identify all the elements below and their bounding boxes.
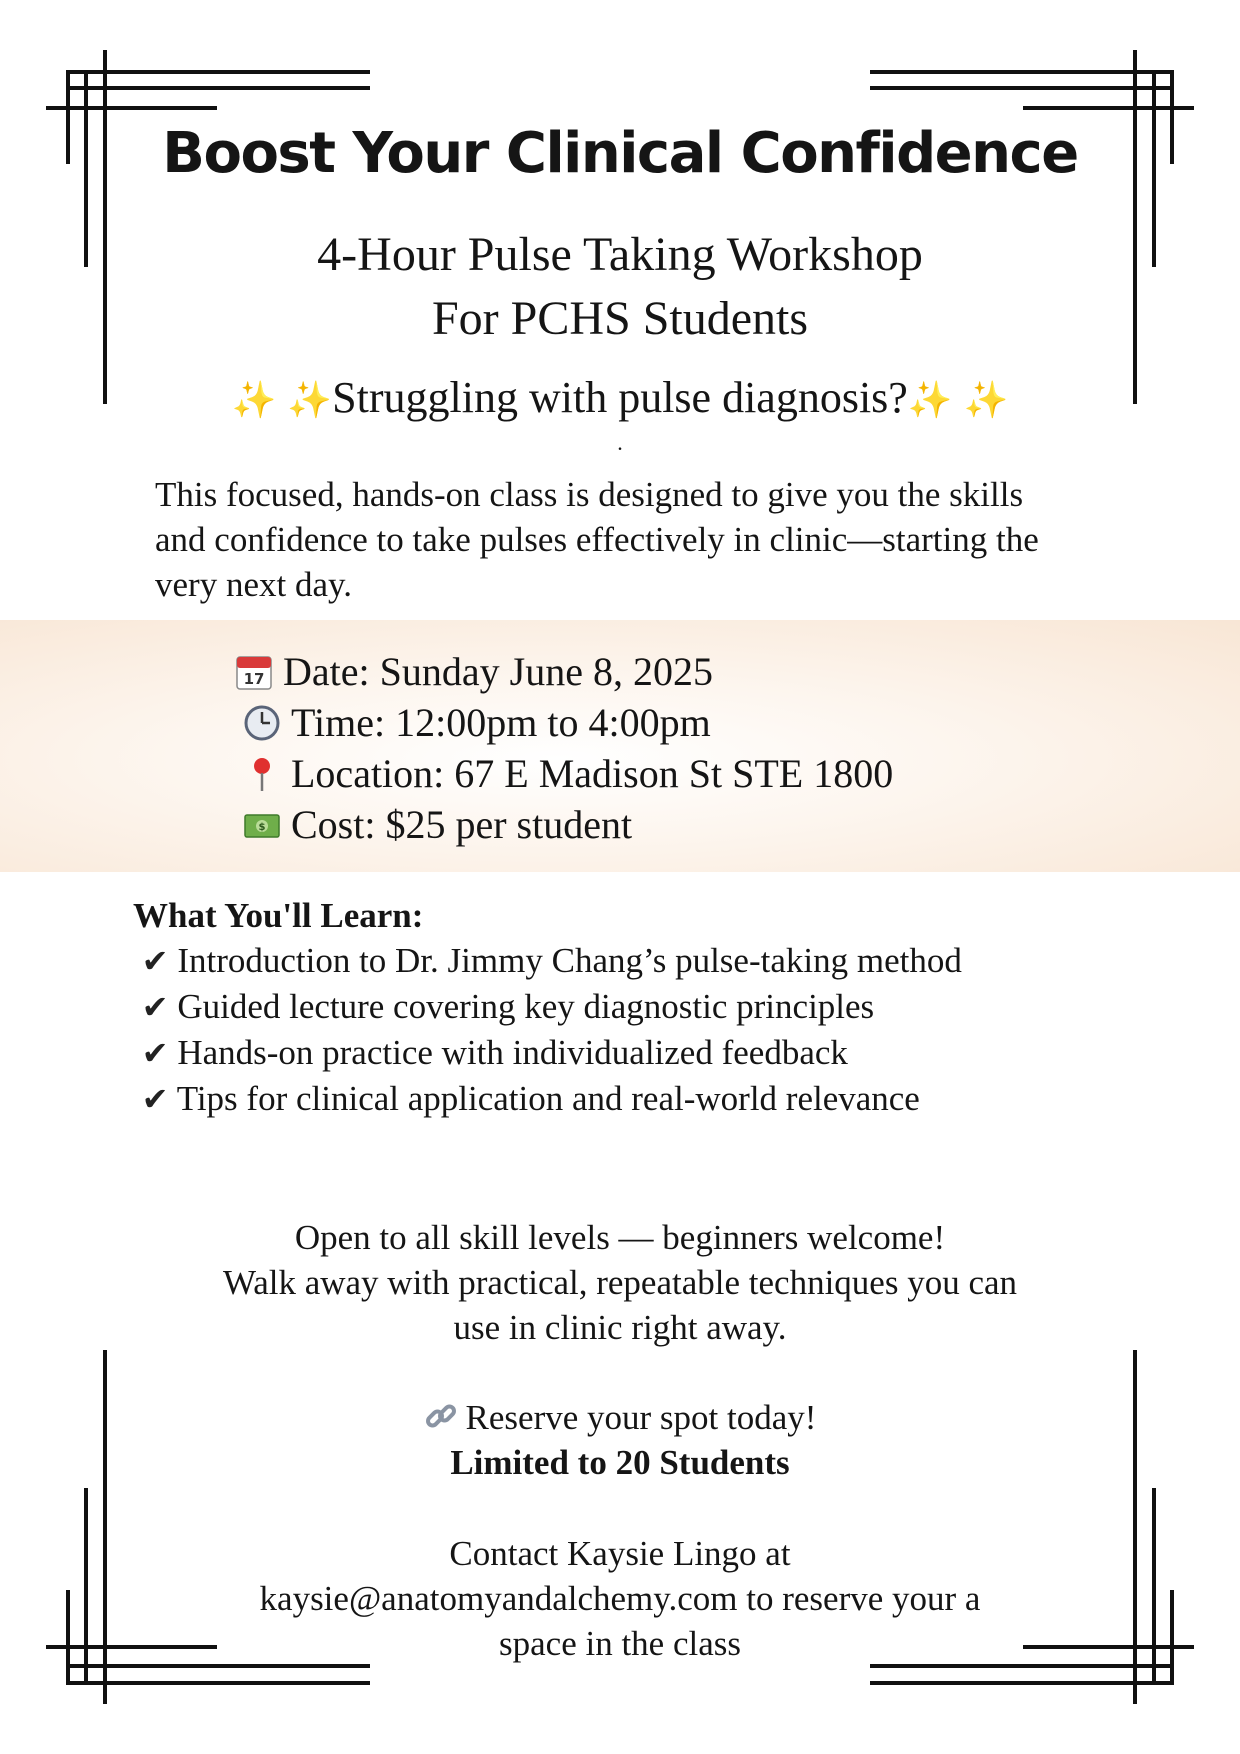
money-icon xyxy=(243,806,281,844)
intro-paragraph: This focused, hands-on class is designed to give you the skills and confidence to take pulses effectively in clinic—starting the very next day. xyxy=(155,475,1039,604)
detail-time-text: Time: 12:00pm to 4:00pm xyxy=(291,700,711,745)
detail-cost-text: Cost: $25 per student xyxy=(291,802,633,847)
detail-location xyxy=(243,748,893,799)
subtitle-line-1: 4-Hour Pulse Taking Workshop xyxy=(317,228,923,281)
learn-section xyxy=(133,893,1113,1122)
sparkle-icon: ✨ xyxy=(287,380,333,421)
checkmark-icon: ✔ xyxy=(141,1080,169,1118)
list-item: ✔ Tips for clinical application and real-world relevance xyxy=(141,1079,920,1118)
svg-text:17: 17 xyxy=(243,669,265,688)
event-details xyxy=(235,646,893,850)
subtitle-line-2: For PCHS Students xyxy=(431,292,809,345)
link-icon xyxy=(424,1399,458,1433)
detail-date-text: Date: Sunday June 8, 2025 xyxy=(283,649,713,694)
dot-separator: . xyxy=(617,430,623,455)
calendar-icon xyxy=(235,653,273,691)
reserve-line xyxy=(0,1395,1240,1440)
reserve-block xyxy=(0,1395,1240,1485)
detail-time xyxy=(243,697,893,748)
sparkle-icon: ✨ xyxy=(963,380,1009,421)
tagline-text: Struggling with pulse diagnosis? xyxy=(332,373,908,422)
tagline xyxy=(0,372,1240,425)
limited-text: Limited to 20 Students xyxy=(450,1443,790,1482)
checkmark-icon: ✔ xyxy=(141,1034,169,1072)
list-item: ✔ Hands-on practice with individualized feedback xyxy=(141,1033,848,1072)
page-title: Boost Your Clinical Confidence xyxy=(162,121,1078,186)
svg-text:$: $ xyxy=(258,821,266,833)
detail-location-text: Location: 67 E Madison St STE 1800 xyxy=(291,751,894,796)
detail-cost xyxy=(243,799,893,850)
checkmark-icon: ✔ xyxy=(141,942,169,980)
reserve-text: Reserve your spot today! xyxy=(465,1398,817,1437)
list-item: ✔ Guided lecture covering key diagnostic principles xyxy=(141,987,875,1026)
open-text: Open to all skill levels — beginners welcome! Walk away with practical, repeatable techniques you can use in clinic right away. xyxy=(222,1218,1018,1347)
contact-email-line: kaysie@anatomyandalchemy.com to reserve your a xyxy=(259,1579,981,1618)
learn-heading: What You'll Learn: xyxy=(133,896,424,935)
detail-date xyxy=(235,646,893,697)
list-item: ✔ Introduction to Dr. Jimmy Chang’s pulse-taking method xyxy=(141,941,962,980)
clock-icon xyxy=(243,704,281,742)
sparkle-icon: ✨ xyxy=(907,380,953,421)
pin-icon xyxy=(243,755,281,793)
contact-block: Contact Kaysie Lingo at kaysie@anatomyandalchemy.com to reserve your a space in the class xyxy=(0,1531,1240,1666)
sparkle-icon: ✨ xyxy=(231,380,277,421)
checkmark-icon: ✔ xyxy=(141,988,169,1026)
